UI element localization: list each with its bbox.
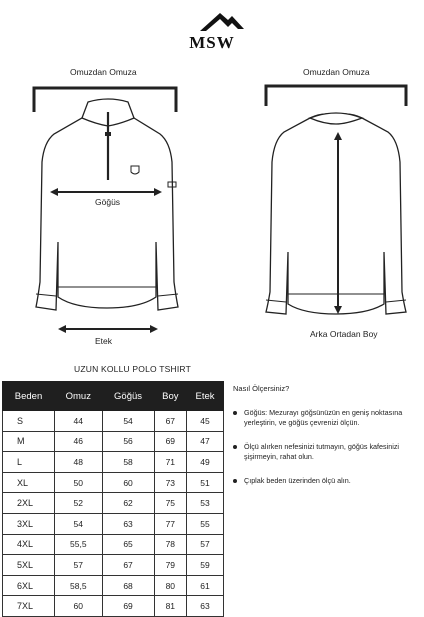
size-table	[2, 381, 224, 617]
table-row	[3, 411, 224, 432]
table-cell: 47	[187, 431, 224, 452]
table-cell: 77	[154, 513, 187, 534]
back-shoulder-measure-line	[266, 86, 406, 106]
table-header-row	[3, 382, 224, 411]
table-cell: 58,5	[55, 575, 103, 596]
size-cell: L	[3, 452, 55, 473]
table-cell: 75	[154, 493, 187, 514]
size-cell: M	[3, 431, 55, 452]
front-shoulder-label: Omuzdan Omuza	[70, 67, 137, 77]
note-item	[233, 476, 423, 486]
table-cell: 63	[187, 596, 224, 617]
hem-label: Etek	[95, 336, 113, 346]
table-cell: 53	[187, 493, 224, 514]
table-cell: 55	[187, 513, 224, 534]
table-cell: 63	[102, 513, 154, 534]
table-row	[3, 575, 224, 596]
note-item	[233, 408, 423, 428]
table-cell: 48	[55, 452, 103, 473]
note-text: Çıplak beden üzerinden ölçü alın.	[244, 476, 351, 485]
mountain-logo-icon	[198, 9, 246, 35]
table-cell: 58	[102, 452, 154, 473]
header-cell: Boy	[154, 382, 187, 411]
table-cell: 78	[154, 534, 187, 555]
table-cell: 49	[187, 452, 224, 473]
table-cell: 54	[55, 513, 103, 534]
table-cell: 62	[102, 493, 154, 514]
table-cell: 51	[187, 472, 224, 493]
size-cell: 2XL	[3, 493, 55, 514]
back-body-outline	[266, 114, 406, 314]
table-cell: 79	[154, 555, 187, 576]
table-cell: 44	[55, 411, 103, 432]
table-cell: 60	[55, 596, 103, 617]
table-title: UZUN KOLLU POLO TSHIRT	[74, 364, 191, 374]
table-cell: 65	[102, 534, 154, 555]
table-cell: 71	[154, 452, 187, 473]
table-cell: 69	[102, 596, 154, 617]
table-cell: 67	[154, 411, 187, 432]
brand-name: MSW	[189, 33, 235, 52]
note-text: Göğüs: Mezurayı göğsünüzün en geniş noktasına yerleştirin, ve göğüs çevrenizi ölçün.	[244, 408, 403, 427]
table-row	[3, 555, 224, 576]
length-label: Arka Ortadan Boy	[310, 329, 378, 339]
size-cell: 6XL	[3, 575, 55, 596]
table-row	[3, 431, 224, 452]
table-cell: 57	[55, 555, 103, 576]
table-cell: 52	[55, 493, 103, 514]
table-cell: 50	[55, 472, 103, 493]
front-garment-drawing	[20, 82, 195, 337]
table-cell: 57	[187, 534, 224, 555]
chest-label: Göğüs	[95, 197, 121, 207]
table-row	[3, 452, 224, 473]
size-cell: XL	[3, 472, 55, 493]
table-cell: 46	[55, 431, 103, 452]
header-cell: Etek	[187, 382, 224, 411]
back-shoulder-label: Omuzdan Omuza	[303, 67, 370, 77]
table-row	[3, 534, 224, 555]
bullet-icon	[233, 479, 237, 483]
table-cell: 54	[102, 411, 154, 432]
header-cell: Beden	[3, 382, 55, 411]
table-cell: 67	[102, 555, 154, 576]
note-item	[233, 442, 423, 462]
table-cell: 56	[102, 431, 154, 452]
back-garment-drawing	[250, 82, 420, 322]
header-cell: Göğüs	[102, 382, 154, 411]
size-cell: 7XL	[3, 596, 55, 617]
table-row	[3, 493, 224, 514]
note-text: Ölçü alırken nefesinizi tutmayın, göğüs kafesinizi şişirmeyin, rahat olun.	[244, 442, 400, 461]
table-cell: 55,5	[55, 534, 103, 555]
table-row	[3, 472, 224, 493]
size-cell: 3XL	[3, 513, 55, 534]
table-cell: 73	[154, 472, 187, 493]
table-cell: 80	[154, 575, 187, 596]
table-cell: 59	[187, 555, 224, 576]
bullet-icon	[233, 411, 237, 415]
brand-header	[0, 0, 424, 60]
table-cell: 61	[187, 575, 224, 596]
measurement-notes	[233, 384, 423, 500]
size-cell: S	[3, 411, 55, 432]
notes-heading: Nasıl Ölçersiniz?	[233, 384, 290, 393]
bullet-icon	[233, 445, 237, 449]
table-cell: 69	[154, 431, 187, 452]
table-row	[3, 596, 224, 617]
table-cell: 68	[102, 575, 154, 596]
table-row	[3, 513, 224, 534]
table-cell: 81	[154, 596, 187, 617]
size-cell: 4XL	[3, 534, 55, 555]
header-cell: Omuz	[55, 382, 103, 411]
table-cell: 60	[102, 472, 154, 493]
size-cell: 5XL	[3, 555, 55, 576]
table-cell: 45	[187, 411, 224, 432]
